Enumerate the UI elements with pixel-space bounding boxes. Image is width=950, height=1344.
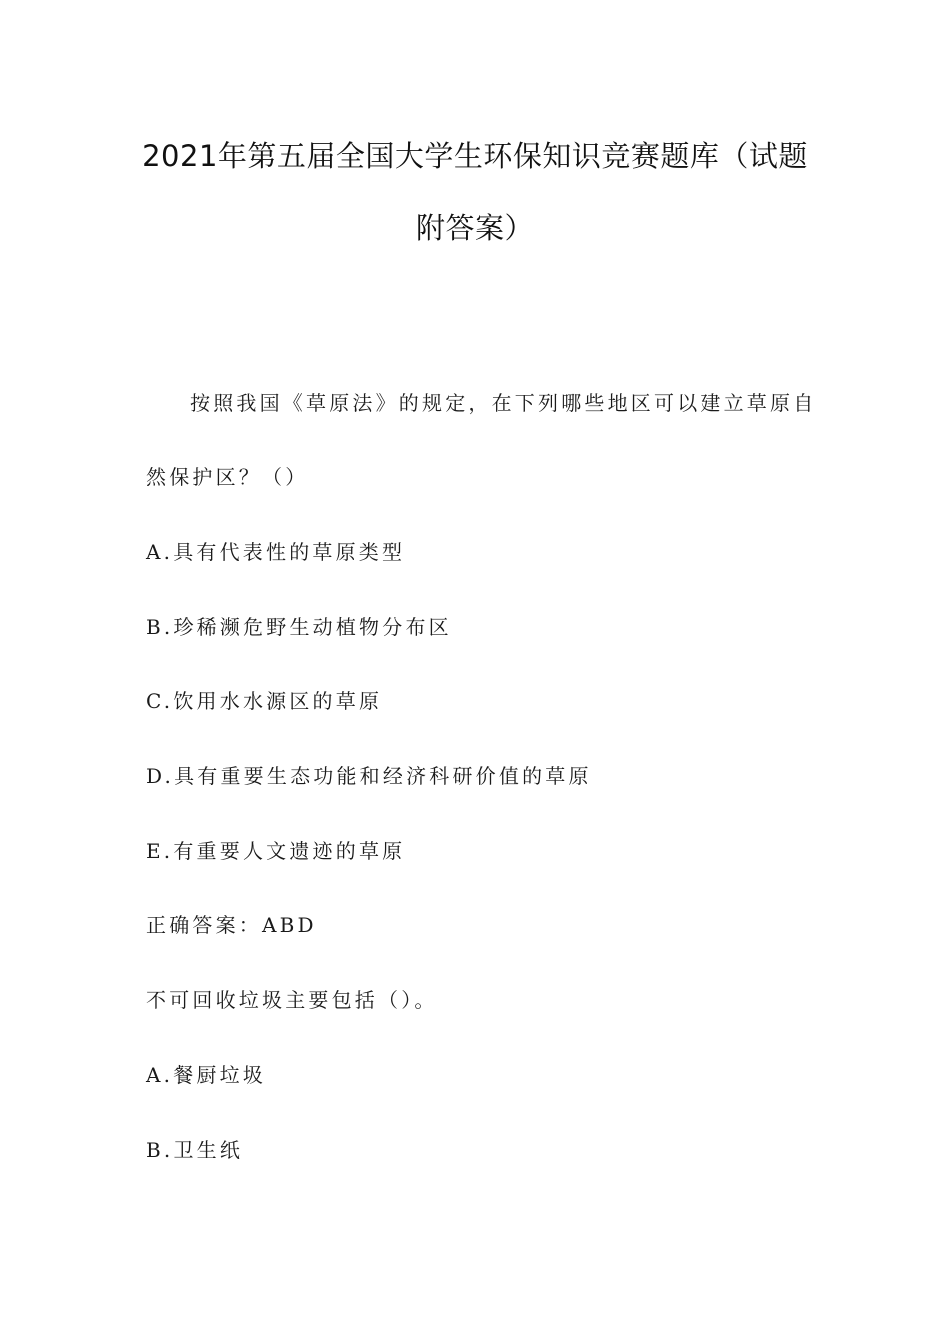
question-1-option-e: E.有重要人文遗迹的草原 <box>146 839 406 863</box>
question-1-option-a: A.具有代表性的草原类型 <box>146 540 406 564</box>
question-1-stem-line-1: 按照我国《草原法》的规定，在下列哪些地区可以建立草原自 <box>190 391 817 415</box>
question-1-stem-line-2: 然保护区？（） <box>146 465 309 489</box>
document-title-line-2: 附答案） <box>415 211 534 245</box>
question-1-option-b: B.珍稀濒危野生动植物分布区 <box>146 615 452 639</box>
question-1-option-c: C.饮用水水源区的草原 <box>146 689 383 713</box>
document-title-line-1: 2021年第五届全国大学生环保知识竞赛题库（试题 <box>142 139 808 173</box>
question-2-option-b: B.卫生纸 <box>146 1138 244 1162</box>
question-1-answer: 正确答案：ABD <box>146 913 317 937</box>
question-2-stem: 不可回收垃圾主要包括（）。 <box>146 988 438 1012</box>
question-2-option-a: A.餐厨垃圾 <box>146 1063 267 1087</box>
question-1-option-d: D.具有重要生态功能和经济科研价值的草原 <box>146 764 592 788</box>
